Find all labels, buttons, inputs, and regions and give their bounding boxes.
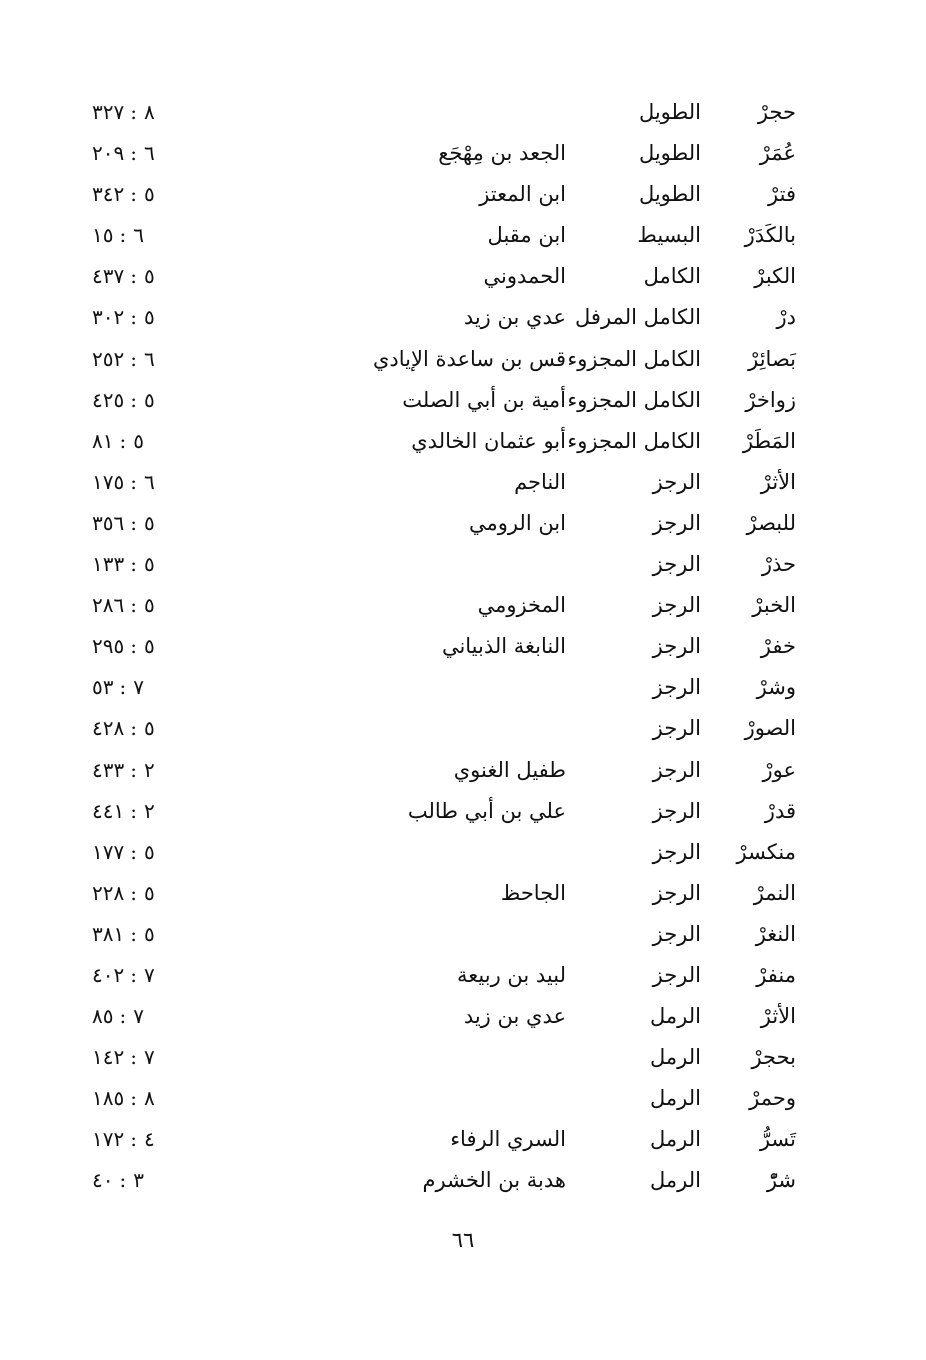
volume-page-reference xyxy=(92,750,182,791)
rhyme-word: عُمَرْ xyxy=(759,141,796,166)
page-value: ٣٢٧ xyxy=(92,100,125,124)
poet-name: عدي بن زيد xyxy=(463,305,566,330)
volume-value: ٥ xyxy=(143,387,155,412)
meter-name: الرجز xyxy=(652,593,701,618)
volume-value: ٢ xyxy=(143,798,155,823)
volume-page-reference xyxy=(92,873,182,914)
volume-page-reference xyxy=(92,955,182,996)
rhyme-word: شرّْ xyxy=(766,1168,796,1193)
poet-name: علي بن أبي طالب xyxy=(407,798,566,823)
reference-separator: : xyxy=(119,223,128,248)
meter-name: الرجز xyxy=(652,634,701,659)
page-value: ٢٢٨ xyxy=(92,880,125,905)
rhyme-word: النغرْ xyxy=(755,921,796,946)
rhyme-word: زواخرْ xyxy=(745,387,796,412)
page-value: ٢٨٦ xyxy=(92,593,125,618)
rhyme-word: بَصائِرْ xyxy=(748,346,796,371)
volume-value: ٥ xyxy=(143,880,155,905)
reference-separator: : xyxy=(130,100,138,124)
volume-page-reference xyxy=(92,585,182,626)
volume-page-reference xyxy=(92,339,182,380)
meter-name: الرجز xyxy=(652,880,701,905)
volume-page-reference xyxy=(92,914,182,955)
volume-value: ٧ xyxy=(143,1045,155,1070)
table-row xyxy=(0,421,926,462)
volume-page-reference xyxy=(92,708,182,749)
volume-value: ٥ xyxy=(133,428,144,453)
volume-page-reference xyxy=(92,1078,182,1119)
volume-value: ٥ xyxy=(143,634,155,659)
page-value: ٢٥٢ xyxy=(92,346,125,371)
table-row xyxy=(0,585,926,626)
page-value: ١٣٣ xyxy=(92,552,125,577)
page-value: ١٧٧ xyxy=(92,839,125,864)
volume-value: ٥ xyxy=(143,593,155,618)
volume-page-reference xyxy=(92,832,182,873)
meter-name: الطويل xyxy=(638,141,701,166)
page-value: ١٤٢ xyxy=(92,1045,125,1070)
volume-value: ٦ xyxy=(143,469,155,494)
reference-separator: : xyxy=(130,346,138,371)
volume-page-reference xyxy=(92,174,182,215)
page-value: ٨٥ xyxy=(92,1004,114,1029)
reference-separator: : xyxy=(119,1168,128,1193)
meter-name: الرجز xyxy=(652,757,701,782)
meter-name: الرمل xyxy=(650,1086,701,1111)
volume-value: ٢ xyxy=(143,757,155,782)
volume-value: ٥ xyxy=(143,510,155,535)
poet-name: أمية بن أبي الصلت xyxy=(402,387,566,412)
poet-name: النابغة الذبياني xyxy=(441,634,566,659)
volume-value: ٨ xyxy=(143,1086,155,1111)
page-value: ٤٣٧ xyxy=(92,264,125,289)
reference-separator: : xyxy=(130,921,138,946)
poet-name: عدي بن زيد xyxy=(463,1004,566,1029)
table-row xyxy=(0,832,926,873)
rhyme-word: عورْ xyxy=(762,757,796,782)
meter-name: الرجز xyxy=(652,962,701,987)
rhyme-word: الصورْ xyxy=(744,716,796,741)
page-value: ٤٣٣ xyxy=(92,757,125,782)
volume-page-reference xyxy=(92,1160,182,1201)
table-row xyxy=(0,256,926,297)
poet-name: ابن المعتز xyxy=(479,182,566,207)
volume-value: ٦ xyxy=(143,346,155,371)
volume-page-reference xyxy=(92,462,182,503)
meter-name: الكامل xyxy=(643,264,701,289)
meter-name: الرجز xyxy=(652,675,701,700)
rhyme-word: وشرْ xyxy=(756,675,796,700)
meter-name: الكامل المجزوء xyxy=(567,428,701,453)
reference-separator: : xyxy=(130,387,138,412)
table-row xyxy=(0,1119,926,1160)
rhyme-word: حجرْ xyxy=(757,100,796,124)
table-row xyxy=(0,92,926,133)
table-row xyxy=(0,667,926,708)
poet-name: الحمدوني xyxy=(483,264,566,289)
reference-separator: : xyxy=(130,880,138,905)
reference-separator: : xyxy=(119,1004,128,1029)
meter-name: الكامل المرفل xyxy=(575,305,701,330)
rhyme-word: منكسرْ xyxy=(736,839,796,864)
reference-separator: : xyxy=(130,141,138,166)
reference-separator: : xyxy=(130,305,138,330)
page-value: ١٧٢ xyxy=(92,1127,125,1152)
volume-value: ٥ xyxy=(143,716,155,741)
volume-value: ٨ xyxy=(143,100,155,124)
page-value: ٤٢٨ xyxy=(92,716,125,741)
poet-name: هدبة بن الخشرم xyxy=(422,1168,566,1193)
volume-page-reference xyxy=(92,667,182,708)
page-value: ٤٠ xyxy=(92,1168,114,1193)
page-value: ٤٤١ xyxy=(92,798,125,823)
table-row xyxy=(0,955,926,996)
rhyme-word: النمرْ xyxy=(753,880,796,905)
table-row xyxy=(0,1078,926,1119)
volume-value: ٦ xyxy=(143,141,155,166)
meter-name: البسيط xyxy=(637,223,701,248)
meter-name: الرجز xyxy=(652,552,701,577)
reference-separator: : xyxy=(130,962,138,987)
table-row xyxy=(0,544,926,585)
page-value: ٣٤٢ xyxy=(92,182,125,207)
table-row xyxy=(0,914,926,955)
volume-page-reference xyxy=(92,421,182,462)
table-row xyxy=(0,626,926,667)
meter-name: الرجز xyxy=(652,839,701,864)
reference-separator: : xyxy=(130,757,138,782)
volume-page-reference xyxy=(92,297,182,338)
rhyme-word: حذرْ xyxy=(761,552,796,577)
rhyme-word: فترْ xyxy=(768,182,796,207)
rhyme-word: بحجرْ xyxy=(751,1045,796,1070)
page-value: ١٧٥ xyxy=(92,469,125,494)
table-row xyxy=(0,174,926,215)
volume-page-reference xyxy=(92,92,182,133)
volume-page-reference xyxy=(92,215,182,256)
table-row xyxy=(0,708,926,749)
volume-value: ٥ xyxy=(143,264,155,289)
volume-page-reference xyxy=(92,256,182,297)
rhyme-word: خفرْ xyxy=(760,634,796,659)
table-row xyxy=(0,503,926,544)
volume-value: ٥ xyxy=(143,182,155,207)
meter-name: الرجز xyxy=(652,921,701,946)
meter-name: الرجز xyxy=(652,716,701,741)
meter-name: الكامل المجزوء xyxy=(567,387,701,412)
poet-name: الجاحظ xyxy=(500,880,566,905)
volume-page-reference xyxy=(92,133,182,174)
page-value: ٤٠٢ xyxy=(92,962,125,987)
volume-value: ٧ xyxy=(133,675,144,700)
page-value: ٢٠٩ xyxy=(92,141,125,166)
poet-name: المخزومي xyxy=(477,593,566,618)
table-row xyxy=(0,750,926,791)
page-value: ١٨٥ xyxy=(92,1086,125,1111)
rhyme-word: الأثرْ xyxy=(760,469,796,494)
table-row xyxy=(0,339,926,380)
table-row xyxy=(0,791,926,832)
volume-value: ٥ xyxy=(143,921,155,946)
volume-value: ٥ xyxy=(143,552,155,577)
volume-page-reference xyxy=(92,1037,182,1078)
rhyme-word: الكبرْ xyxy=(754,264,796,289)
meter-name: الطويل xyxy=(638,182,701,207)
table-row xyxy=(0,1160,926,1201)
poet-name: الناجم xyxy=(514,469,566,494)
meter-name: الرمل xyxy=(650,1045,701,1070)
meter-name: الكامل المجزوء xyxy=(567,346,701,371)
reference-separator: : xyxy=(130,469,138,494)
poet-name: لبيد بن ربيعة xyxy=(457,962,566,987)
rhyme-word: بالكَدَرْ xyxy=(744,223,796,248)
rhyme-word: قدرْ xyxy=(764,798,796,823)
table-row xyxy=(0,996,926,1037)
meter-name: الرجز xyxy=(652,510,701,535)
reference-separator: : xyxy=(119,428,128,453)
volume-page-reference xyxy=(92,544,182,585)
volume-value: ٥ xyxy=(143,305,155,330)
reference-separator: : xyxy=(130,634,138,659)
reference-separator: : xyxy=(130,510,138,535)
table-row xyxy=(0,297,926,338)
poet-name: ابن مقبل xyxy=(487,223,566,248)
table-row xyxy=(0,133,926,174)
meter-name: الرجز xyxy=(652,469,701,494)
table-row xyxy=(0,873,926,914)
page-number: ٦٦ xyxy=(451,1228,475,1252)
page-value: ٤٢٥ xyxy=(92,387,125,412)
reference-separator: : xyxy=(130,552,138,577)
reference-separator: : xyxy=(130,1045,138,1070)
page-value: ٨١ xyxy=(92,428,114,453)
poet-name: أبو عثمان الخالدي xyxy=(411,428,566,453)
volume-value: ٥ xyxy=(143,839,155,864)
table-row xyxy=(0,462,926,503)
volume-page-reference xyxy=(92,380,182,421)
reference-separator: : xyxy=(130,264,138,289)
volume-page-reference xyxy=(92,996,182,1037)
meter-name: الطويل xyxy=(638,100,701,124)
reference-separator: : xyxy=(119,675,128,700)
poet-name: طفيل الغنوي xyxy=(453,757,566,782)
rhyme-word: تَسرُّ xyxy=(759,1127,796,1152)
meter-name: الرجز xyxy=(652,798,701,823)
volume-value: ٦ xyxy=(133,223,144,248)
volume-value: ٤ xyxy=(143,1127,155,1152)
reference-separator: : xyxy=(130,593,138,618)
poet-name: ابن الرومي xyxy=(468,510,566,535)
table-row xyxy=(0,380,926,421)
rhyme-word: درْ xyxy=(776,305,796,330)
page-value: ٣٨١ xyxy=(92,921,125,946)
rhyme-word: الأثرْ xyxy=(760,1004,796,1029)
volume-page-reference xyxy=(92,626,182,667)
rhyme-word: الخبرْ xyxy=(752,593,796,618)
poet-name: السري الرفاء xyxy=(450,1127,566,1152)
table-row xyxy=(0,1037,926,1078)
meter-name: الرمل xyxy=(650,1127,701,1152)
page-value: ٣٠٢ xyxy=(92,305,125,330)
reference-separator: : xyxy=(130,716,138,741)
meter-name: الرمل xyxy=(650,1168,701,1193)
volume-value: ٧ xyxy=(133,1004,144,1029)
volume-value: ٣ xyxy=(133,1168,144,1193)
meter-name: الرمل xyxy=(650,1004,701,1029)
poet-name: الجعد بن مِهْجَع xyxy=(438,141,566,166)
poet-name: قس بن ساعدة الإيادي xyxy=(372,346,566,371)
volume-page-reference xyxy=(92,791,182,832)
reference-separator: : xyxy=(130,1127,138,1152)
table-row xyxy=(0,215,926,256)
rhyme-word: وحمرْ xyxy=(749,1086,796,1111)
page-value: ٥٣ xyxy=(92,675,114,700)
page-value: ٣٥٦ xyxy=(92,510,125,535)
page-value: ١٥ xyxy=(92,223,114,248)
volume-value: ٧ xyxy=(143,962,155,987)
rhyme-word: منفرْ xyxy=(756,962,796,987)
reference-separator: : xyxy=(130,798,138,823)
reference-separator: : xyxy=(130,182,138,207)
index-table xyxy=(0,92,926,1202)
page-value: ٢٩٥ xyxy=(92,634,125,659)
volume-page-reference xyxy=(92,503,182,544)
reference-separator: : xyxy=(130,1086,138,1111)
rhyme-word: المَطَرْ xyxy=(742,428,796,453)
reference-separator: : xyxy=(130,839,138,864)
rhyme-word: للبصرْ xyxy=(746,510,796,535)
volume-page-reference xyxy=(92,1119,182,1160)
